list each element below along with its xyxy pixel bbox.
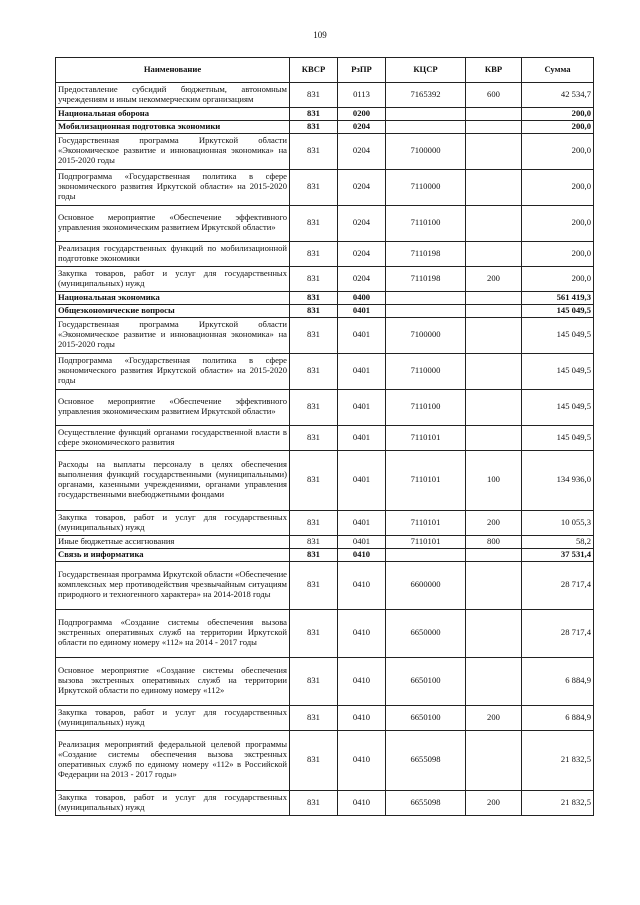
cell-kcsr [386, 120, 466, 133]
cell-sum: 145 049,5 [522, 304, 594, 317]
cell-kvsr: 831 [290, 510, 338, 535]
cell-kcsr: 7110101 [386, 425, 466, 450]
cell-kcsr [386, 304, 466, 317]
cell-sum: 21 832,5 [522, 790, 594, 815]
cell-kvsr: 831 [290, 389, 338, 425]
table-row [56, 510, 594, 535]
cell-kcsr: 7110101 [386, 450, 466, 510]
budget-table [55, 57, 594, 816]
cell-kvr [466, 241, 522, 266]
cell-sum: 42 534,7 [522, 83, 594, 108]
cell-sum: 145 049,5 [522, 389, 594, 425]
cell-kvsr: 831 [290, 548, 338, 561]
cell-name: Закупка товаров, работ и услуг для государственных (муниципальных) нужд [56, 510, 290, 535]
cell-name: Подпрограмма «Государственная политика в сфере экономического развития Иркутской области» на 2015-2020 годы [56, 353, 290, 389]
cell-sum: 37 531,4 [522, 548, 594, 561]
cell-kcsr: 7165392 [386, 83, 466, 108]
cell-name: Подпрограмма «Создание системы обеспечения вызова экстренных оперативных служб на территории Иркутской области по единому номеру «112» на 2014 - 2017 годы [56, 609, 290, 657]
table-row [56, 133, 594, 169]
cell-name: Предоставление субсидий бюджетным, автономным учреждениям и иным некоммерческим организациям [56, 83, 290, 108]
cell-rzpr: 0401 [338, 450, 386, 510]
cell-kvsr: 831 [290, 120, 338, 133]
table-row [56, 561, 594, 609]
cell-kcsr: 7100000 [386, 317, 466, 353]
cell-sum: 10 055,3 [522, 510, 594, 535]
cell-kvsr: 831 [290, 205, 338, 241]
cell-kvsr: 831 [290, 317, 338, 353]
cell-kvr [466, 353, 522, 389]
cell-kvr [466, 609, 522, 657]
cell-rzpr: 0204 [338, 205, 386, 241]
cell-kvr: 200 [466, 266, 522, 291]
cell-rzpr: 0401 [338, 510, 386, 535]
cell-kcsr: 6655098 [386, 790, 466, 815]
cell-rzpr: 0204 [338, 169, 386, 205]
header-kcsr: КЦСР [386, 58, 466, 83]
cell-kvr [466, 730, 522, 790]
cell-kvsr: 831 [290, 450, 338, 510]
cell-kvr: 600 [466, 83, 522, 108]
cell-kcsr: 7110100 [386, 205, 466, 241]
cell-kcsr: 7110101 [386, 535, 466, 548]
cell-sum: 200,0 [522, 133, 594, 169]
cell-kvr [466, 561, 522, 609]
cell-kcsr: 6600000 [386, 561, 466, 609]
cell-name: Реализация мероприятий федеральной целевой программы «Создание системы обеспечения вызова экстренных оперативных служб по единому номеру «112» в Российской Федерации на 2013 - 2017 годы» [56, 730, 290, 790]
table-row [56, 353, 594, 389]
cell-kvsr: 831 [290, 353, 338, 389]
cell-rzpr: 0410 [338, 657, 386, 705]
cell-kvsr: 831 [290, 790, 338, 815]
cell-kcsr: 7110198 [386, 241, 466, 266]
cell-kvr [466, 657, 522, 705]
table-row [56, 266, 594, 291]
table-row [56, 120, 594, 133]
table-row [56, 730, 594, 790]
cell-sum: 28 717,4 [522, 561, 594, 609]
cell-sum: 6 884,9 [522, 705, 594, 730]
cell-kvr: 800 [466, 535, 522, 548]
header-sum: Сумма [522, 58, 594, 83]
table-row [56, 169, 594, 205]
table-row [56, 108, 594, 121]
cell-kcsr [386, 548, 466, 561]
cell-kvsr: 831 [290, 83, 338, 108]
cell-sum: 200,0 [522, 266, 594, 291]
cell-name: Мобилизационная подготовка экономики [56, 120, 290, 133]
cell-kcsr: 7110198 [386, 266, 466, 291]
cell-rzpr: 0200 [338, 108, 386, 121]
cell-rzpr: 0410 [338, 790, 386, 815]
table-row [56, 205, 594, 241]
cell-sum: 134 936,0 [522, 450, 594, 510]
table-row [56, 548, 594, 561]
cell-rzpr: 0204 [338, 241, 386, 266]
cell-sum: 21 832,5 [522, 730, 594, 790]
cell-sum: 200,0 [522, 120, 594, 133]
cell-kvr [466, 291, 522, 304]
cell-rzpr: 0410 [338, 548, 386, 561]
cell-kvsr: 831 [290, 169, 338, 205]
cell-name: Основное мероприятие «Создание системы обеспечения вызова экстренных оперативных служб на территории Иркутской области по единому номеру «112» [56, 657, 290, 705]
cell-kvr [466, 425, 522, 450]
cell-kcsr [386, 291, 466, 304]
cell-name: Подпрограмма «Государственная политика в сфере экономического развития Иркутской области» на 2015-2020 годы [56, 169, 290, 205]
cell-kvsr: 831 [290, 535, 338, 548]
table-row [56, 705, 594, 730]
cell-rzpr: 0400 [338, 291, 386, 304]
cell-name: Закупка товаров, работ и услуг для государственных (муниципальных) нужд [56, 266, 290, 291]
cell-kcsr: 6650100 [386, 705, 466, 730]
cell-kvsr: 831 [290, 425, 338, 450]
cell-rzpr: 0401 [338, 535, 386, 548]
cell-rzpr: 0204 [338, 133, 386, 169]
cell-kvr [466, 133, 522, 169]
cell-kcsr: 6650100 [386, 657, 466, 705]
cell-name: Основное мероприятие «Обеспечение эффективного управления экономическим развитием Иркутской области» [56, 389, 290, 425]
cell-sum: 145 049,5 [522, 425, 594, 450]
cell-kcsr: 7110101 [386, 510, 466, 535]
cell-name: Осуществление функций органами государственной власти в сфере экономического развития [56, 425, 290, 450]
cell-kcsr: 6655098 [386, 730, 466, 790]
table-row [56, 609, 594, 657]
cell-sum: 145 049,5 [522, 317, 594, 353]
cell-kvsr: 831 [290, 108, 338, 121]
table-header-row [56, 58, 594, 83]
cell-kcsr: 7100000 [386, 133, 466, 169]
cell-kcsr: 7110000 [386, 353, 466, 389]
cell-name: Государственная программа Иркутской области «Экономическое развитие и инновационная экономика» на 2015-2020 годы [56, 133, 290, 169]
cell-kvsr: 831 [290, 561, 338, 609]
cell-kvr: 200 [466, 790, 522, 815]
cell-sum: 6 884,9 [522, 657, 594, 705]
cell-name: Реализация государственных функций по мобилизационной подготовке экономики [56, 241, 290, 266]
cell-rzpr: 0204 [338, 120, 386, 133]
cell-kvr [466, 120, 522, 133]
cell-name: Закупка товаров, работ и услуг для государственных (муниципальных) нужд [56, 705, 290, 730]
table-row [56, 83, 594, 108]
cell-kvr [466, 205, 522, 241]
table-row [56, 425, 594, 450]
cell-kvr: 200 [466, 705, 522, 730]
cell-rzpr: 0401 [338, 317, 386, 353]
cell-kvr: 100 [466, 450, 522, 510]
cell-name: Государственная программа Иркутской области «Обеспечение комплексных мер противодействия чрезвычайным ситуациям природного и техногенного характера» на 2014-2018 годы [56, 561, 290, 609]
cell-sum: 200,0 [522, 241, 594, 266]
cell-sum: 145 049,5 [522, 353, 594, 389]
cell-name: Закупка товаров, работ и услуг для государственных (муниципальных) нужд [56, 790, 290, 815]
cell-name: Национальная экономика [56, 291, 290, 304]
cell-name: Основное мероприятие «Обеспечение эффективного управления экономическим развитием Иркутской области» [56, 205, 290, 241]
cell-kvr [466, 169, 522, 205]
cell-rzpr: 0410 [338, 730, 386, 790]
cell-rzpr: 0401 [338, 389, 386, 425]
cell-name: Общеэкономические вопросы [56, 304, 290, 317]
cell-kvr: 200 [466, 510, 522, 535]
cell-name: Расходы на выплаты персоналу в целях обеспечения выполнения функций государственными (муниципальными) органами, казенными учреждениями, органами управления государственными внебюджетными фондами [56, 450, 290, 510]
page-number: 109 [313, 30, 327, 40]
cell-name: Государственная программа Иркутской области «Экономическое развитие и инновационная экономика» на 2015-2020 годы [56, 317, 290, 353]
cell-name: Связь и информатика [56, 548, 290, 561]
cell-sum: 200,0 [522, 108, 594, 121]
table-row [56, 389, 594, 425]
cell-sum: 200,0 [522, 169, 594, 205]
cell-sum: 561 419,3 [522, 291, 594, 304]
cell-kvsr: 831 [290, 609, 338, 657]
cell-kvsr: 831 [290, 705, 338, 730]
header-name: Наименование [56, 58, 290, 83]
cell-rzpr: 0204 [338, 266, 386, 291]
cell-kcsr: 7110000 [386, 169, 466, 205]
cell-kcsr: 7110100 [386, 389, 466, 425]
cell-kvr [466, 389, 522, 425]
cell-kvsr: 831 [290, 241, 338, 266]
header-kvsr: КВСР [290, 58, 338, 83]
table-row [56, 535, 594, 548]
cell-rzpr: 0410 [338, 705, 386, 730]
table-row [56, 291, 594, 304]
cell-kvsr: 831 [290, 291, 338, 304]
cell-kvr [466, 317, 522, 353]
header-rzpr: РзПР [338, 58, 386, 83]
cell-kvsr: 831 [290, 304, 338, 317]
cell-name: Национальная оборона [56, 108, 290, 121]
cell-sum: 200,0 [522, 205, 594, 241]
table-row [56, 317, 594, 353]
cell-kvr [466, 548, 522, 561]
cell-sum: 28 717,4 [522, 609, 594, 657]
cell-kvsr: 831 [290, 266, 338, 291]
cell-rzpr: 0401 [338, 304, 386, 317]
cell-rzpr: 0113 [338, 83, 386, 108]
table-row [56, 304, 594, 317]
cell-kvsr: 831 [290, 657, 338, 705]
cell-kvr [466, 304, 522, 317]
cell-sum: 58,2 [522, 535, 594, 548]
cell-kvsr: 831 [290, 730, 338, 790]
cell-kvr [466, 108, 522, 121]
table-row [56, 450, 594, 510]
cell-kvsr: 831 [290, 133, 338, 169]
cell-rzpr: 0410 [338, 561, 386, 609]
cell-kcsr: 6650000 [386, 609, 466, 657]
cell-rzpr: 0410 [338, 609, 386, 657]
cell-name: Иные бюджетные ассигнования [56, 535, 290, 548]
table-row [56, 790, 594, 815]
cell-rzpr: 0401 [338, 425, 386, 450]
table-row [56, 657, 594, 705]
cell-kcsr [386, 108, 466, 121]
cell-rzpr: 0401 [338, 353, 386, 389]
header-kvr: КВР [466, 58, 522, 83]
table-row [56, 241, 594, 266]
